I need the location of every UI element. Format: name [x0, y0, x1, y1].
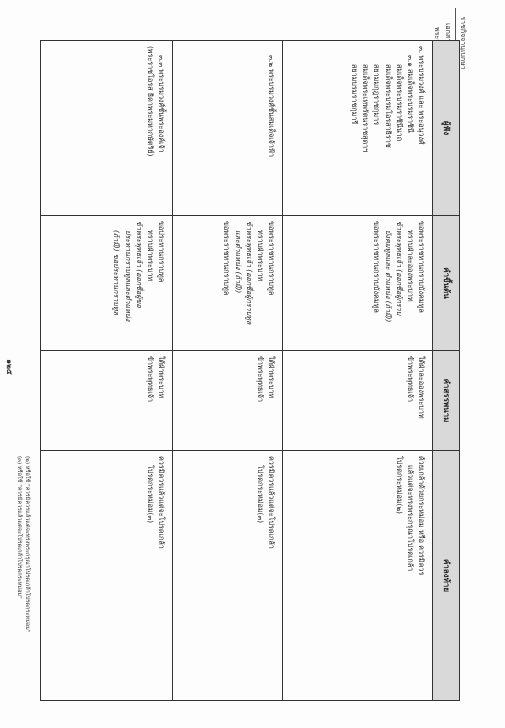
cell-listener [41, 41, 173, 216]
opening-line: ขอพระราชทานกราบทูล [222, 221, 232, 296]
listener-line: สยามบรมราชกุมารี [350, 64, 360, 125]
closing-line: ควรมิควรแล้วแต่จะโปรดเกล้า [267, 456, 276, 549]
listener-line: ๓. พระบรมวงศ์ และ พระอนุวงศ์ [417, 46, 426, 145]
closing-line: ด้วยเกล้าด้วยกระหม่อม หรือ ควรมิควร [417, 456, 426, 576]
header-closing: คำลงท้าย [433, 451, 460, 701]
rotated-table-wrapper [40, 40, 460, 700]
table-row [41, 41, 173, 701]
cell-opening [283, 216, 433, 351]
table-header-row [433, 41, 460, 701]
closing-line: โปรดกระหม่อม(๓) [145, 465, 155, 524]
listener-line: สมเด็จพระเทพรัตนราชสุดาฯ [361, 64, 371, 153]
opening-line: และตำแหน่ง (ถ้ามี)) [233, 230, 243, 294]
page-number: ๑๒๕ [5, 359, 14, 375]
listener-line: (พระราชโอรส ธิดาพระมหากษัตริย์) [145, 46, 155, 157]
listener-line: สมเด็จพระบรมโอรสาธิราช [383, 64, 393, 148]
listener-line: ๓.๒ พระบรมวงศ์ชั้นสมเด็จเจ้าฟ้า [267, 55, 276, 158]
opening-line: ข้าพระพุทธเจ้า (ออกชื่อผู้กราบ [394, 221, 404, 316]
listener-line: ๓.๑ สมเด็จพระบรมราชินี [405, 55, 415, 133]
cell-listener [283, 41, 433, 216]
cell-pronoun [283, 351, 433, 451]
pronoun-line: ใต้ฝ่าละอองพระบาท [417, 356, 426, 419]
opening-line: ทราบฝ่าพระบาท [255, 230, 265, 282]
closing-line: ควรมิควรแล้วแต่จะโปรดเกล้า [157, 456, 166, 549]
opening-line: ขอประทานกราบทูล [157, 221, 166, 283]
footnote: (๒) หรือใช้ "ควรมิควรแล้วแต่จะทรงพระกรุณาโปรดเกล้าโปรดกระหม่อม" [24, 456, 30, 633]
listener-line: ๓.๓ พระบรมวงศ์ชั้นพระองค์เจ้า [157, 55, 166, 153]
footnote: (๓) หรือใช้ "ควรมิควรแล้วแต่จะโปรดเกล้าโปรดกระหม่อม" [15, 456, 22, 599]
listener-line: สมเด็จพระบรมราชินีนาถ [394, 64, 404, 142]
pronoun-line: ใต้ฝ่าพระบาท [157, 356, 166, 399]
header-listener: ผู้ฟัง [433, 41, 460, 216]
cell-closing [173, 451, 283, 701]
table-row [173, 41, 283, 701]
listener-line: สยามมกุฎราชกุมาร [372, 64, 382, 126]
cell-closing [41, 451, 173, 701]
header-opening: คำขึ้นต้น [433, 216, 460, 351]
opening-line: (ถ้ามี)) ขอประทานกราบทูล [112, 230, 122, 315]
opening-line: ขอพระราชทานกราบบังคมทูล [417, 221, 426, 313]
footnotes [13, 456, 31, 706]
pronoun-line: ข้าพระพุทธเจ้า [255, 356, 265, 402]
closing-line: แล้วแต่จะทรงพระกรุณาโปรดเกล้า [405, 465, 415, 572]
cell-listener [173, 41, 283, 216]
opening-line: บังคมทูลและ ตำแหน่ง (ถ้ามี)) [383, 230, 393, 323]
opening-line: ขอพระราชทานกราบทูล [267, 221, 276, 296]
header-title: ราชกิจจานุเบกษา [455, 8, 468, 78]
pronoun-line: ข้าพระพุทธเจ้า [405, 356, 415, 402]
opening-line: ประทานกราบทูลและตำแหน่ง [123, 230, 133, 322]
cell-pronoun [173, 351, 283, 451]
honorific-table [40, 40, 460, 701]
cell-opening [41, 216, 173, 351]
opening-line: ข้าพระพุทธเจ้า (ออกชื่อผู้ขอ [134, 221, 144, 308]
closing-line: โปรดกระหม่อม(๓) [255, 465, 265, 524]
cell-opening [173, 216, 283, 351]
pronoun-line: ข้าพระพุทธเจ้า [145, 356, 155, 402]
header-pronoun: คำสรรพนาม [433, 351, 460, 451]
pronoun-line: ใต้ฝ่าพระบาท [267, 356, 276, 399]
closing-line: โปรดกระหม่อม(๒) [394, 456, 404, 514]
opening-line: ข้าพระพุทธเจ้า (ออกชื่อผู้กราบทูล [244, 221, 254, 325]
cell-closing [283, 451, 433, 701]
opening-line: ทราบฝ่าพระบาท [145, 230, 155, 282]
opening-line: ขอพระราชทานกราบบังคมทูล [372, 221, 382, 313]
opening-line: ทราบฝ่าละอองพระบาท [405, 230, 415, 302]
table-row [283, 41, 433, 701]
cell-pronoun [41, 351, 173, 451]
